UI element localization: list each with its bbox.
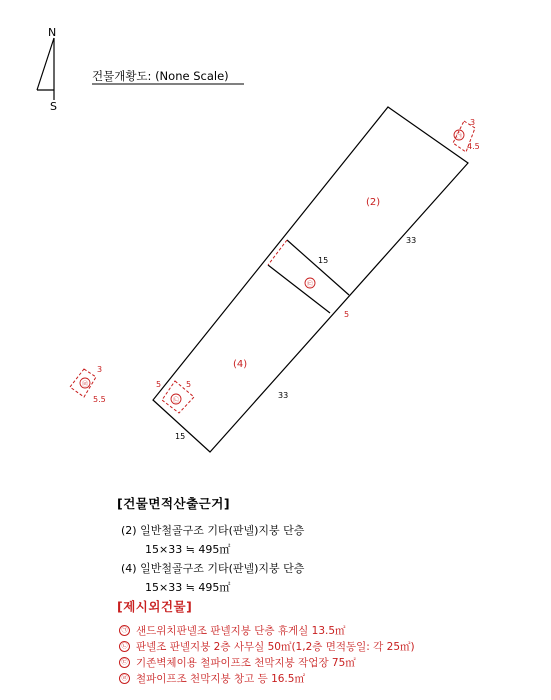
annex-b-dim-1: 5 — [156, 380, 162, 389]
excluded-item-a — [119, 623, 415, 637]
building-4-label: (4) — [233, 359, 248, 370]
excluded-item-a-text: 샌드위치판넬조 판넬지붕 단층 휴게실 13.5㎡ — [136, 624, 346, 637]
excluded-item-b-mark: ㉡ — [119, 641, 130, 652]
excluded-buildings-section — [117, 597, 415, 685]
annex-d-dim-1: 3 — [97, 365, 103, 374]
annex-c-dim: 5 — [344, 310, 350, 319]
excluded-item-c-text: 기존벽체이용 철파이프조 천막지붕 작업장 75㎡ — [136, 656, 356, 669]
annex-d-dim-2: 5.5 — [93, 395, 106, 404]
annex-a-mark-text: ㉠ — [456, 133, 463, 140]
building-2-width: 15 — [318, 256, 329, 265]
building-2-label: (2) — [366, 197, 381, 208]
annex-c-mark-text: ㉢ — [307, 281, 314, 288]
building-4-width: 15 — [175, 432, 186, 441]
annex-a-dim-1: 3 — [470, 118, 476, 127]
building-2-length: 33 — [406, 236, 417, 245]
excluded-item-b — [119, 639, 415, 653]
area-basis-item-1-line2: 15×33 ≒ 495㎡ — [145, 543, 231, 556]
building-4-boundary — [268, 265, 330, 313]
compass-south-label: S — [50, 100, 57, 113]
excluded-item-d — [119, 671, 415, 685]
building-outline — [153, 107, 468, 452]
north-arrow-icon — [37, 38, 54, 100]
drawing-title: 건물개황도: (None Scale) — [92, 69, 229, 83]
compass-north-label: N — [48, 26, 57, 39]
area-basis-item-2-line1: (4) 일반철골구조 기타(판넬)지붕 단층 — [121, 562, 305, 575]
building-4-length: 33 — [278, 391, 289, 400]
excluded-item-b-text: 판넬조 판넬지붕 2층 사무실 50㎡(1,2층 면적동일: 각 25㎡) — [136, 640, 415, 653]
annex-b-mark-text: ㉡ — [173, 397, 180, 404]
area-basis-item-1-line1: (2) 일반철골구조 기타(판넬)지붕 단층 — [121, 524, 305, 537]
annex-b-dim-2: 5 — [186, 380, 192, 389]
annex-a-dim-2: 4.5 — [467, 142, 480, 151]
excluded-heading: [제시외건물] — [117, 599, 193, 614]
excluded-item-d-text: 철파이프조 천막지붕 창고 등 16.5㎡ — [136, 672, 305, 685]
excluded-item-c — [119, 655, 415, 669]
area-basis-section — [117, 494, 304, 595]
excluded-item-d-mark: ㉣ — [119, 673, 130, 684]
area-basis-item-2-line2: 15×33 ≒ 495㎡ — [145, 581, 231, 594]
excluded-item-c-mark: ㉢ — [119, 657, 130, 668]
excluded-item-a-mark: ㉠ — [119, 625, 130, 636]
area-basis-heading: [건물면적산출근거] — [117, 496, 231, 511]
annex-d-mark-text: ㉣ — [82, 381, 89, 388]
